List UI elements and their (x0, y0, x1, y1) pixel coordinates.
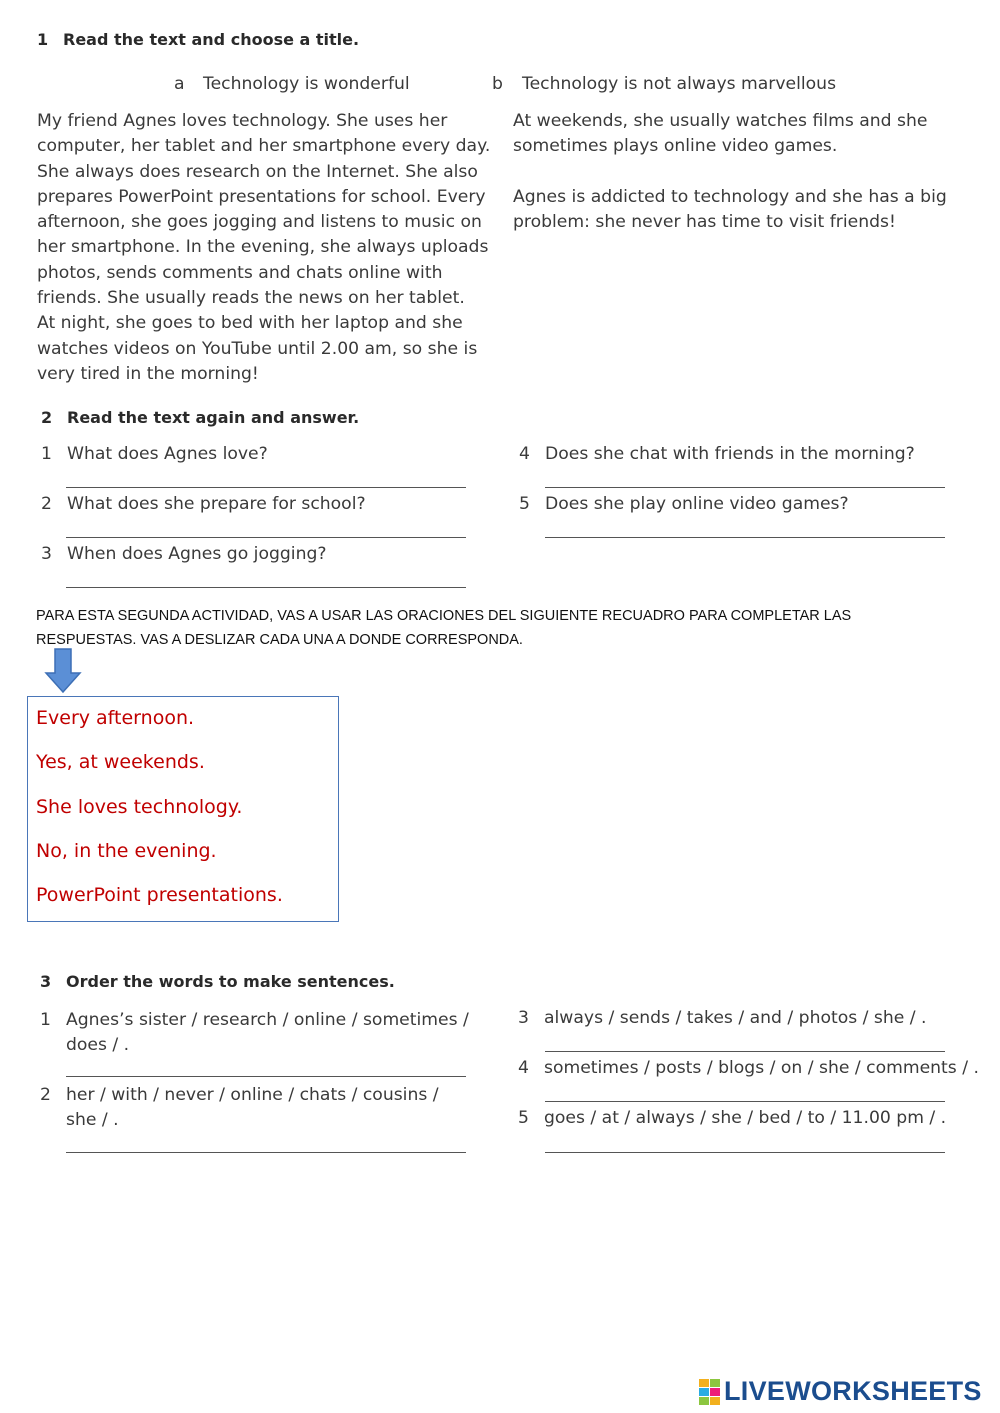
question-5: 5 Does she play online video games? (519, 494, 849, 514)
text-line: At night, she goes to bed with her laptop and she (37, 313, 463, 334)
text-line: friends. She usually reads the news on her tablet. (37, 288, 465, 309)
answer-line-order-1[interactable] (66, 1076, 466, 1077)
draggable-answer[interactable]: PowerPoint presentations. (36, 884, 283, 906)
answer-line-4[interactable] (545, 487, 945, 488)
text-line: My friend Agnes loves technology. She uses her (37, 111, 448, 131)
text-line: afternoon, she goes jogging and listens to music on (37, 212, 482, 233)
question-3: 3 When does Agnes go jogging? (41, 544, 327, 564)
order-item-4: 4 sometimes / posts / blogs / on / she / comments / . (518, 1058, 979, 1078)
text-line: problem: she never has time to visit friends! (513, 211, 896, 232)
answer-line-5[interactable] (545, 537, 945, 538)
title-option-a: a Technology is wonderful (174, 74, 410, 94)
text-line: Agnes is addicted to technology and she has a big (513, 186, 947, 207)
reading-text-right (513, 109, 947, 235)
answer-line-order-3[interactable] (545, 1051, 945, 1052)
activity-instructions: PARA ESTA SEGUNDA ACTIVIDAD, VAS A USAR LAS ORACIONES DEL SIGUIENTE RECUADRO PARA COMPLETAR LAS RESPUESTAS. VAS A DESLIZAR CADA UNA A DONDE CORRESPONDA. (36, 608, 852, 648)
logo-text: LIVEWORKSHEETS (724, 1376, 982, 1406)
text-line: computer, her tablet and her smartphone every day. (37, 136, 491, 157)
draggable-answer[interactable]: She loves technology. (36, 796, 243, 818)
section3-heading: 3 Order the words to make sentences. (40, 972, 395, 991)
draggable-answer[interactable]: No, in the evening. (36, 840, 217, 862)
text-line: prepares PowerPoint presentations for school. Every (37, 186, 486, 207)
order-item-2: 2 her / with / never / online / chats / cousins / she / . (40, 1085, 439, 1130)
order-item-1: 1 Agnes’s sister / research / online / sometimes / does / . (40, 1010, 469, 1055)
order-item-5: 5 goes / at / always / she / bed / to / 11.00 pm / . (518, 1108, 947, 1128)
text-line: very tired in the morning! (37, 363, 259, 384)
liveworksheets-logo-icon (698, 1378, 722, 1406)
down-arrow-icon (44, 648, 82, 694)
reading-text-left (37, 109, 490, 387)
liveworksheets-logo (698, 1376, 982, 1407)
draggable-answer[interactable]: Yes, at weekends. (36, 751, 205, 773)
answer-line-2[interactable] (66, 537, 466, 538)
text-line: At weekends, she usually watches films and she (513, 111, 928, 131)
section1-heading: 1 Read the text and choose a title. (37, 30, 360, 49)
answer-line-order-4[interactable] (545, 1101, 945, 1102)
question-1: 1 What does Agnes love? (41, 444, 268, 464)
answer-line-order-5[interactable] (545, 1152, 945, 1153)
question-2: 2 What does she prepare for school? (41, 494, 366, 514)
answer-line-order-2[interactable] (66, 1152, 466, 1153)
title-option-b: b Technology is not always marvellous (492, 74, 837, 94)
answer-line-1[interactable] (66, 487, 466, 488)
section2-heading: 2 Read the text again and answer. (41, 408, 360, 427)
text-line: photos, sends comments and chats online with (37, 262, 443, 283)
draggable-answer[interactable]: Every afternoon. (36, 707, 195, 729)
text-line: watches videos on YouTube until 2.00 am, so she is (37, 338, 478, 359)
answer-line-3[interactable] (66, 587, 466, 588)
text-line: She always does research on the Internet. She also (37, 161, 478, 182)
text-line: her smartphone. In the evening, she always uploads (37, 237, 489, 258)
question-4: 4 Does she chat with friends in the morning? (519, 444, 915, 464)
text-line: sometimes plays online video games. (513, 136, 838, 157)
order-item-3: 3 always / sends / takes / and / photos / she / . (518, 1008, 927, 1028)
